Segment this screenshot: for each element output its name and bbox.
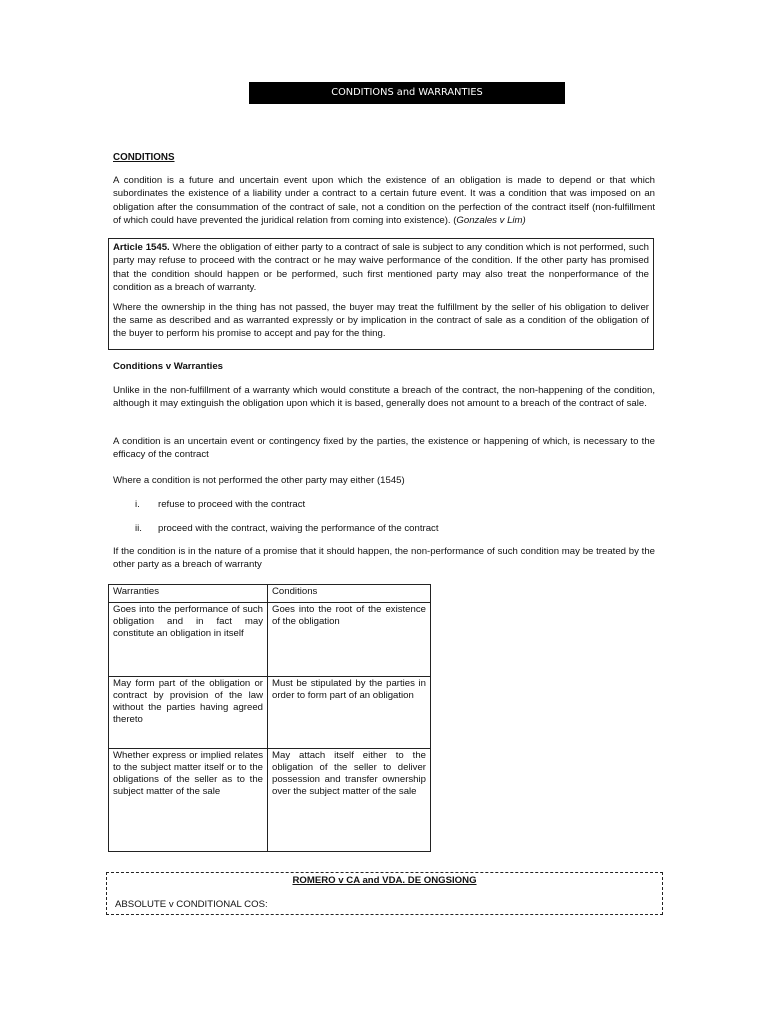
not-performed-paragraph: Where a condition is not performed the other party may either (1545)	[113, 475, 405, 486]
article-text-1: Where the obligation of either party to a contract of sale is subject to any condition which is not performed, such party may refuse to proceed with the contract or he may waive performance of the condition. If the other party has promised that the condition should happen or be performed, such first mentioned party may also treat the nonperformance of the condition as a breach of warranty.	[113, 242, 649, 294]
uncertain-event-paragraph: A condition is an uncertain event or contingency fixed by the parties, the existence or happening of which, is necessary to the efficacy of the contract	[113, 436, 655, 461]
case-subtitle: ABSOLUTE v CONDITIONAL COS:	[115, 899, 268, 910]
list-item	[135, 498, 305, 511]
table-row	[109, 677, 431, 749]
table-cell-condition: May attach itself either to the obligation of the seller to deliver possession and transfer ownership over the subject matter of the sale	[268, 749, 431, 852]
citation-gonzales-v-lim: Gonzales v Lim)	[456, 215, 526, 227]
case-box	[106, 872, 663, 915]
table-header-conditions: Conditions	[268, 585, 431, 603]
document-title-banner: CONDITIONS and WARRANTIES	[249, 82, 565, 104]
conditions-heading: CONDITIONS	[113, 152, 175, 163]
article-1545-box	[108, 238, 654, 350]
unlike-paragraph: Unlike in the non-fulfillment of a warranty which would constitute a breach of the contract, the non-happening of the condition, although it may extinguish the obligation upon which it is based, generally does not amount to a breach of the contract of sale.	[113, 385, 655, 410]
list-item	[135, 522, 439, 535]
conditions-definition-text: A condition is a future and uncertain event upon which the existence of an obligation is made to depend or that which subordinates the existence of a liability under a contract to a certain future event. It was a condition that was imposed on an obligation after the consummation of the contract of sale, not a condition on the perfection of the contract itself (non-fulfillment of which could have prevented the juridical relation from coming into existence). (	[113, 175, 655, 227]
list-item-text: refuse to proceed with the contract	[158, 499, 306, 510]
table-header-row	[109, 585, 431, 603]
list-item-number: ii.	[135, 523, 142, 534]
article-1545-paragraph-2: Where the ownership in the thing has not passed, the buyer may treat the fulfillment by the seller of his obligation to deliver the same as described and as warranted expressly or by implication in the contract of sale as a condition of the obligation of the buyer to perform his promise to accept and pay for the thing.	[113, 301, 649, 340]
table-cell-warranty: Goes into the performance of such obligation and in fact may constitute an obligation in itself	[109, 603, 268, 677]
promise-paragraph: If the condition is in the nature of a promise that it should happen, the non-performance of such condition may be treated by the other party as a breach of warranty	[113, 546, 655, 571]
table-header-warranties: Warranties	[109, 585, 268, 603]
warranties-conditions-table	[108, 584, 431, 852]
table-row	[109, 749, 431, 852]
list-item-text: proceed with the contract, waiving the performance of the contract	[158, 523, 439, 534]
article-1545-paragraph-1	[113, 241, 649, 295]
conditions-v-warranties-heading: Conditions v Warranties	[113, 361, 223, 372]
table-cell-condition: Goes into the root of the existence of the obligation	[268, 603, 431, 677]
conditions-definition-paragraph	[113, 174, 655, 228]
table-cell-warranty: Whether express or implied relates to the subject matter itself or to the obligations of the seller as to the subject matter of the sale	[109, 749, 268, 852]
list-item-number: i.	[135, 499, 140, 510]
table-row	[109, 603, 431, 677]
table-cell-warranty: May form part of the obligation or contract by provision of the law without the parties having agreed thereto	[109, 677, 268, 749]
article-label: Article 1545.	[113, 242, 170, 253]
case-title: ROMERO v CA and VDA. DE ONGSIONG	[292, 875, 477, 886]
table-cell-condition: Must be stipulated by the parties in order to form part of an obligation	[268, 677, 431, 749]
